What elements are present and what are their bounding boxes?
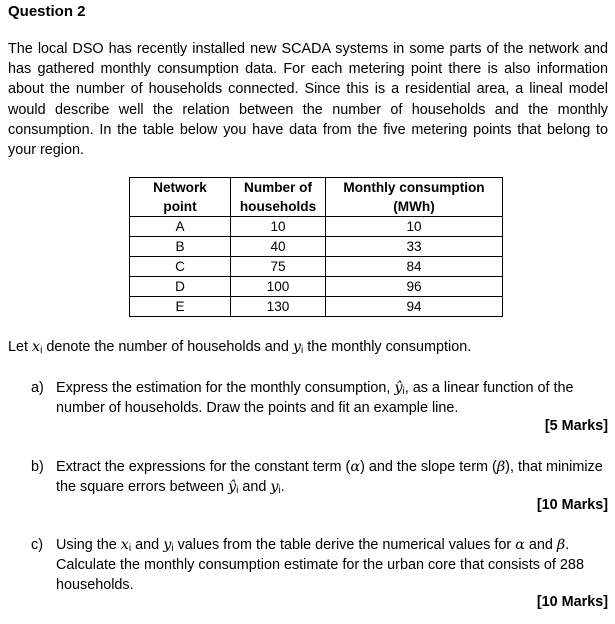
part-c [31, 535, 608, 596]
cell-network-point: B [130, 237, 231, 257]
part-c-label: c) [31, 537, 43, 553]
question-title: Question 2 [8, 3, 86, 20]
part-a [31, 378, 608, 418]
cell-households: 75 [231, 257, 326, 277]
part-b [31, 457, 608, 497]
part-a-text: Express the estimation for the monthly consumption, $ŷ_i$, as a linear function of the number of households. Draw the points and fit an example line. [56, 380, 574, 417]
cell-households: 40 [231, 237, 326, 257]
cell-consumption: 94 [326, 297, 503, 317]
cell-consumption: 96 [326, 277, 503, 297]
variable-definition: Let $x_i$ denote the number of households and $y_i$ the monthly consumption. [8, 339, 472, 356]
header-network-point: Network point [130, 178, 231, 217]
table-header-row [130, 178, 503, 217]
cell-households: 100 [231, 277, 326, 297]
header-households: Number of households [231, 178, 326, 217]
part-b-text: Extract the expressions for the constant term (α) and the slope term (β), that minimize the square errors between $ŷ_i$ and $y_i$. [56, 459, 603, 497]
part-c-text: Using the $x_i$ and $y_i$ values from the table derive the numerical values for α and β. Calculate the monthly consumption estimate for the urban core that consists of 288 households. [56, 537, 584, 594]
table-row [130, 257, 503, 277]
cell-network-point: E [130, 297, 231, 317]
header-monthly-consumption: Monthly consumption (MWh) [326, 178, 503, 217]
table-row [130, 237, 503, 257]
part-b-label: b) [31, 459, 44, 475]
data-table [129, 177, 503, 317]
part-c-marks: [10 Marks] [536, 594, 608, 610]
cell-network-point: D [130, 277, 231, 297]
cell-consumption: 10 [326, 217, 503, 237]
part-a-marks: [5 Marks] [544, 418, 608, 434]
table-row [130, 297, 503, 317]
cell-network-point: C [130, 257, 231, 277]
part-b-marks: [10 Marks] [536, 497, 608, 513]
cell-network-point: A [130, 217, 231, 237]
intro-paragraph: The local DSO has recently installed new SCADA systems in some parts of the network and has gathered monthly consumption data. For each metering point there is also information about the number of households connected. Since this is a residential area, a lineal model would describe well the relation between the number of households and the monthly consumption. In the table below you have data from the five metering points that belong to your region. [8, 41, 608, 159]
cell-households: 130 [231, 297, 326, 317]
cell-households: 10 [231, 217, 326, 237]
table-row [130, 217, 503, 237]
table-row [130, 277, 503, 297]
cell-consumption: 33 [326, 237, 503, 257]
cell-consumption: 84 [326, 257, 503, 277]
part-a-label: a) [31, 380, 44, 396]
